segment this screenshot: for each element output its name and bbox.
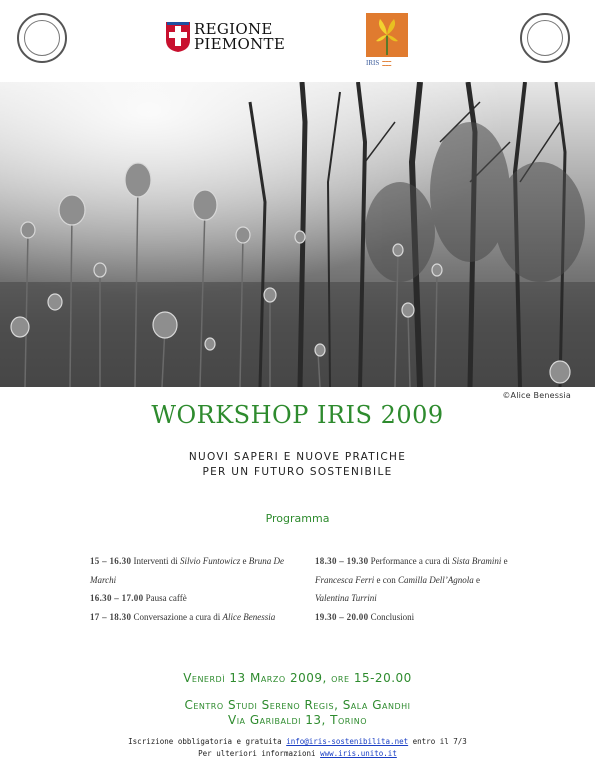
iris-logo (366, 13, 408, 67)
university-seal-icon (17, 13, 67, 63)
subtitle-line-1: NUOVI SAPERI E NUOVE PRATICHE (188, 451, 407, 463)
teasel-forest-photo (0, 82, 595, 387)
program-item: 17 – 18.30 Conversazione a cura di Alice Benessia (90, 611, 276, 622)
program-item: 16.30 – 17.00 Pausa caffè (90, 593, 187, 603)
iris-caption: IRIS (366, 59, 380, 67)
program-item: 19.30 – 20.00 Conclusioni (315, 611, 415, 622)
photo-credit: ©Alice Benessia (502, 391, 571, 400)
piemonte-label: PIEMONTE (194, 35, 286, 53)
subtitle-line-2: PER UN FUTURO SOSTENIBILE (202, 466, 393, 478)
workshop-title: WORKSHOP IRIS 2009 (151, 401, 444, 429)
registration-email-link[interactable]: info@iris-sostenibilita.net (286, 737, 409, 746)
iris-caption-sub: ▬▬▬ ▬▬▬ (382, 59, 392, 67)
regione-piemonte-logo (166, 22, 285, 52)
iris-flower-icon (366, 13, 408, 57)
program-left-column (90, 552, 285, 626)
institute-seal-icon (520, 13, 570, 63)
program-right-column (315, 552, 515, 626)
venue-name: Centro Studi Sereno Regis, Sala Gandhi (184, 698, 411, 712)
program-item: 15 – 16.30 Interventi di Silvio Funtowicz e Bruna De Marchi (90, 556, 284, 585)
venue-address: Via Garibaldi 13, Torino (227, 713, 368, 727)
event-date: Venerdì 13 Marzo 2009, ore 15-20.00 (183, 671, 412, 685)
website-link[interactable]: www.iris.unito.it (320, 749, 397, 758)
info-note: Per ulteriori informazioni www.iris.unito.it (198, 749, 397, 758)
registration-note: Iscrizione obbligatoria e gratuita info@iris-sostenibilita.net entro il 7/3 (128, 737, 467, 746)
programma-heading: Programma (265, 512, 330, 525)
program-item: 18.30 – 19.30 Performance a cura di Sista Bramini e Francesca Ferri e con Camilla Dell’Agnola e Valentina Turrini (315, 556, 508, 603)
regione-piemonte-shield-icon (166, 22, 190, 52)
regione-label: REGIONE (194, 20, 273, 38)
